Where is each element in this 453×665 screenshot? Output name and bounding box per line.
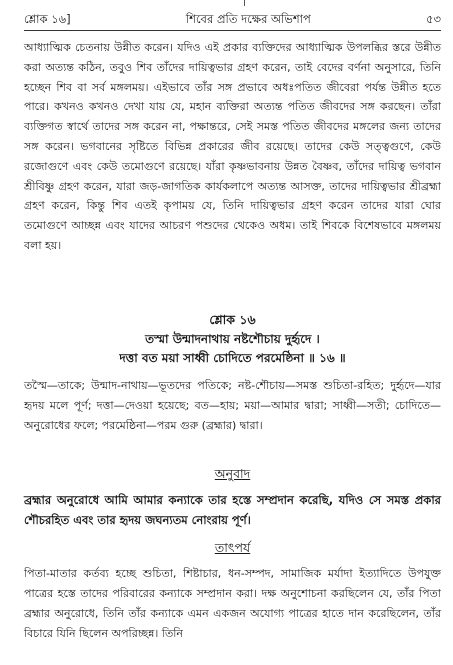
translation-text: ব্রহ্মার অনুরোধে আমি আমার কন্যাকে তার হস্তে সম্প্রদান করেছি, যদিও সে সমস্ত প্রকার শৌচরহিত এবং তার হৃদয় জঘন্যতম নোংরায় পূর্ণ। — [24, 493, 441, 527]
previous-purport-continuation — [24, 38, 441, 256]
verse-number: শ্লোক ১৬ — [209, 312, 256, 327]
body-paragraph: আধ্যাত্মিক চেতনায় উন্নীত করেন। যদিও এই প্রকার ব্যক্তিদের আধ্যাত্মিক উপলব্ধির স্তরে উন্নীত করা অত্যন্ত কঠিন, তবুও শিব তাঁদের দায়িত্বভার গ্রহণ করেন, তাই বেদের বর্ণনা অনুসারে, তিনি হচ্ছেন শিব বা সর্ব মঙ্গলময়। এইভাবে তাঁর সঙ্গ প্রভাবে অধঃপতিত জীবেরা পর্যন্ত উন্নীত হতে পারে। কখনও কখনও দেখা যায় যে, মহান ব্যক্তিরা অত্যন্ত পতিত জীবদের সঙ্গ করছেন। তাঁরা ব্যক্তিগত স্বার্থে তাদের সঙ্গ করেন না, পক্ষান্তরে, সেই সমস্ত পতিত জীবদের মঙ্গলের জন্য তাদের সঙ্গ করেন। ভগবানের সৃষ্টিতে বিভিন্ন প্রকারের জীব রয়েছে। তাদের কেউ সত্ত্বগুণে, কেউ রজোগুণে এবং কেউ তমোগুণে রয়েছে। যাঁরা কৃষ্ণভাবনায় উন্নত বৈষ্ণব, তাঁদের দায়িত্ব ভগবান শ্রীবিষ্ণু গ্রহণ করেন, যারা জড়-জাগতিক কার্যকলাপে অত্যন্ত আসক্ত, তাদের দায়িত্বভার শ্রীব্রহ্মা গ্রহণ করেন, কিন্তু শিব এতই কৃপাময় যে, তিনি দায়িত্বভার গ্রহণ করেন তাদের যারা ঘোর তমোগুণে আচ্ছন্ন এবং যাদের আচরণ পশুদের থেকেও অধম। তাই শিবকে বিশেষভাবে মঙ্গলময় বলা হয়। — [24, 41, 441, 252]
translation-heading-text: অনুবাদ — [214, 466, 251, 481]
running-header — [24, 6, 441, 30]
page-number: ৫৩ — [426, 12, 441, 26]
synonyms: তস্মৈ—তাকে; উন্মাদ-নাথায়—ভূতদের পতিকে; নষ্ট-শৌচায়—সমস্ত শুচিতা-রহিত; দুর্হৃদে—যার হৃদয় মলে পূর্ণ; দত্তা—দেওয়া হয়েছে; বত—হায়; ময়া—আমার দ্বারা; সাধ্বী—সতী; চোদিতে—অনুরোধের ফলে; পরমেষ্ঠিনা—পরম গুরু (ব্রহ্মার) দ্বারা। — [24, 379, 441, 432]
header-verse-ref: শ্লোক ১৬] — [24, 12, 71, 26]
verse-line-1: তস্মা উন্মাদনাথায় নষ্টশৌচায় দুর্হৃদে । — [145, 332, 320, 346]
translation-heading — [24, 466, 441, 486]
header-rule — [24, 30, 441, 31]
purport-heading — [24, 540, 441, 560]
verse-line-2: দত্তা বত ময়া সাধ্বী চোদিতে পরমেষ্ঠিনা ॥ ১৬ ॥ — [119, 351, 346, 365]
header-chapter-title: শিবের প্রতি দক্ষের অভিশাপ — [185, 12, 311, 26]
purport-text: পিতা-মাতার কর্তব্য হচ্ছে শুচিতা, শিষ্টাচার, ধন-সম্পদ, সামাজিক মর্যাদা ইত্যাদিতে উপযুক্ত পাত্রের হস্তে তাদের পরিবারের কন্যাকে সম্প্রদান করা। দক্ষ অনুশোচনা করছিলেন যে, তাঁর পিতা ব্রহ্মার অনুরোধে, তিনি তাঁর কন্যাকে এমন একজন অযোগ্য পাত্রের হাতে দান করেছিলেন, তাঁর বিচারে যিনি ছিলেন অপরিচ্ছন্ন। তিনি — [24, 567, 441, 640]
verse-text — [24, 330, 441, 368]
purport-heading-text: তাৎপর্য — [214, 540, 251, 555]
